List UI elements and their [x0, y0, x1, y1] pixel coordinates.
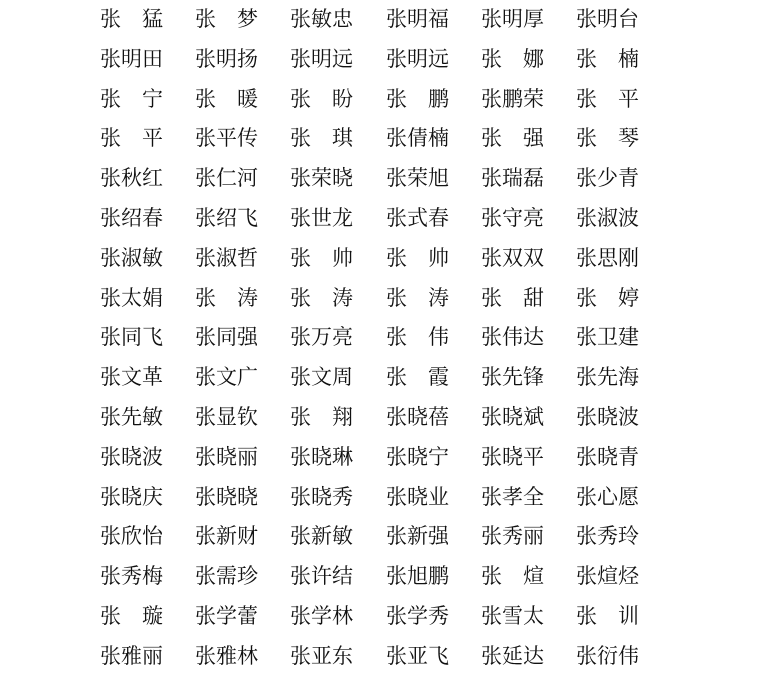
- name-row: [0, 516, 775, 556]
- name-entry: 张 甜: [481, 285, 544, 310]
- name-entry: 张文广: [195, 365, 258, 390]
- name-entry: 张 帅: [386, 245, 449, 270]
- name-row: [0, 357, 775, 397]
- name-entry: 张 婷: [576, 285, 639, 310]
- name-entry: 张 煊: [481, 564, 544, 589]
- name-entry: 张平传: [195, 126, 258, 151]
- name-entry: 张晓平: [481, 444, 544, 469]
- name-entry: 张亚东: [290, 643, 353, 668]
- name-entry: 张许结: [290, 564, 353, 589]
- name-entry: 张晓业: [386, 484, 449, 509]
- name-entry: 张秀梅: [100, 564, 163, 589]
- name-entry: 张世龙: [290, 206, 353, 230]
- name-entry: 张万亮: [290, 325, 353, 350]
- name-entry: 张敏忠: [290, 7, 353, 31]
- name-entry: 张卫建: [576, 325, 639, 350]
- name-entry: 张孝全: [481, 484, 544, 509]
- name-row: [0, 477, 775, 517]
- name-entry: 张雅林: [195, 643, 258, 668]
- name-entry: 张 霞: [386, 365, 449, 390]
- name-entry: 张需珍: [195, 564, 258, 589]
- name-entry: 张秋红: [100, 166, 163, 191]
- name-entry: 张 平: [100, 126, 163, 151]
- name-entry: 张新敏: [290, 524, 353, 549]
- name-entry: 张学秀: [386, 604, 449, 628]
- name-entry: 张太娟: [100, 285, 163, 310]
- name-entry: 张 伟: [386, 325, 449, 350]
- name-row: [0, 596, 775, 636]
- name-entry: 张晓晓: [195, 484, 258, 509]
- name-entry: 张学林: [290, 604, 353, 628]
- name-row: [0, 0, 775, 39]
- name-entry: 张 鹏: [386, 86, 449, 111]
- name-entry: 张伟达: [481, 325, 544, 350]
- name-entry: 张衍伟: [576, 643, 639, 668]
- name-entry: 张仁河: [195, 166, 258, 191]
- name-entry: 张雅丽: [100, 643, 163, 668]
- name-entry: 张明台: [576, 7, 639, 31]
- name-row: [0, 79, 775, 119]
- name-entry: 张晓青: [576, 444, 639, 469]
- name-entry: 张 璇: [100, 604, 163, 628]
- name-entry: 张煊烃: [576, 564, 639, 589]
- name-entry: 张绍春: [100, 206, 163, 230]
- name-entry: 张新强: [386, 524, 449, 549]
- name-entry: 张 涛: [290, 285, 353, 310]
- name-entry: 张双双: [481, 245, 544, 270]
- name-entry: 张鹏荣: [481, 86, 544, 111]
- name-entry: 张 楠: [576, 46, 639, 71]
- name-row: [0, 158, 775, 198]
- name-entry: 张 娜: [481, 46, 544, 71]
- name-entry: 张欣怡: [100, 524, 163, 549]
- name-entry: 张绍飞: [195, 206, 258, 230]
- name-entry: 张 琴: [576, 126, 639, 151]
- name-entry: 张淑波: [576, 206, 639, 230]
- name-entry: 张晓丽: [195, 444, 258, 469]
- name-entry: 张 平: [576, 86, 639, 111]
- name-entry: 张 训: [576, 604, 639, 628]
- name-entry: 张延达: [481, 643, 544, 668]
- name-entry: 张式春: [386, 206, 449, 230]
- name-entry: 张显钦: [195, 405, 258, 429]
- name-row: [0, 397, 775, 437]
- name-entry: 张倩楠: [386, 126, 449, 151]
- name-row: [0, 118, 775, 158]
- name-entry: 张 涛: [386, 285, 449, 310]
- name-entry: 张学蕾: [195, 604, 258, 628]
- name-entry: 张文革: [100, 365, 163, 390]
- name-entry: 张晓庆: [100, 484, 163, 509]
- name-entry: 张思刚: [576, 245, 639, 270]
- name-entry: 张 猛: [100, 7, 163, 31]
- name-row: [0, 39, 775, 79]
- name-entry: 张守亮: [481, 206, 544, 230]
- name-entry: 张明厚: [481, 7, 544, 31]
- name-entry: 张文周: [290, 365, 353, 390]
- name-entry: 张先海: [576, 365, 639, 390]
- name-entry: 张荣晓: [290, 166, 353, 191]
- name-entry: 张 盼: [290, 86, 353, 111]
- name-entry: 张晓波: [100, 444, 163, 469]
- name-entry: 张晓秀: [290, 484, 353, 509]
- name-entry: 张淑敏: [100, 245, 163, 270]
- name-entry: 张 暖: [195, 86, 258, 111]
- name-row: [0, 238, 775, 278]
- name-entry: 张明远: [290, 46, 353, 71]
- name-entry: 张少青: [576, 166, 639, 191]
- name-entry: 张先敏: [100, 405, 163, 429]
- name-entry: 张秀玲: [576, 524, 639, 549]
- name-entry: 张明福: [386, 7, 449, 31]
- name-entry: 张晓斌: [481, 405, 544, 429]
- name-entry: 张先锋: [481, 365, 544, 390]
- name-entry: 张 宁: [100, 86, 163, 111]
- name-entry: 张雪太: [481, 604, 544, 628]
- name-entry: 张晓宁: [386, 444, 449, 469]
- name-row: [0, 636, 775, 676]
- name-entry: 张亚飞: [386, 643, 449, 668]
- name-entry: 张瑞磊: [481, 166, 544, 191]
- name-entry: 张心愿: [576, 484, 639, 509]
- name-row: [0, 198, 775, 238]
- name-row: [0, 437, 775, 477]
- name-entry: 张秀丽: [481, 524, 544, 549]
- name-entry: 张明田: [100, 46, 163, 71]
- name-entry: 张晓波: [576, 405, 639, 429]
- name-entry: 张同飞: [100, 325, 163, 350]
- name-entry: 张 帅: [290, 245, 353, 270]
- name-entry: 张晓琳: [290, 444, 353, 469]
- name-row: [0, 317, 775, 357]
- name-entry: 张明扬: [195, 46, 258, 71]
- name-entry: 张淑哲: [195, 245, 258, 270]
- name-entry: 张明远: [386, 46, 449, 71]
- name-entry: 张旭鹏: [386, 564, 449, 589]
- name-entry: 张 涛: [195, 285, 258, 310]
- name-entry: 张新财: [195, 524, 258, 549]
- name-entry: 张荣旭: [386, 166, 449, 191]
- name-entry: 张 翔: [290, 405, 353, 429]
- name-entry: 张 梦: [195, 7, 258, 31]
- name-row: [0, 278, 775, 318]
- name-entry: 张晓蓓: [386, 405, 449, 429]
- name-row: [0, 556, 775, 596]
- name-entry: 张 强: [481, 126, 544, 151]
- name-entry: 张同强: [195, 325, 258, 350]
- name-entry: 张 琪: [290, 126, 353, 151]
